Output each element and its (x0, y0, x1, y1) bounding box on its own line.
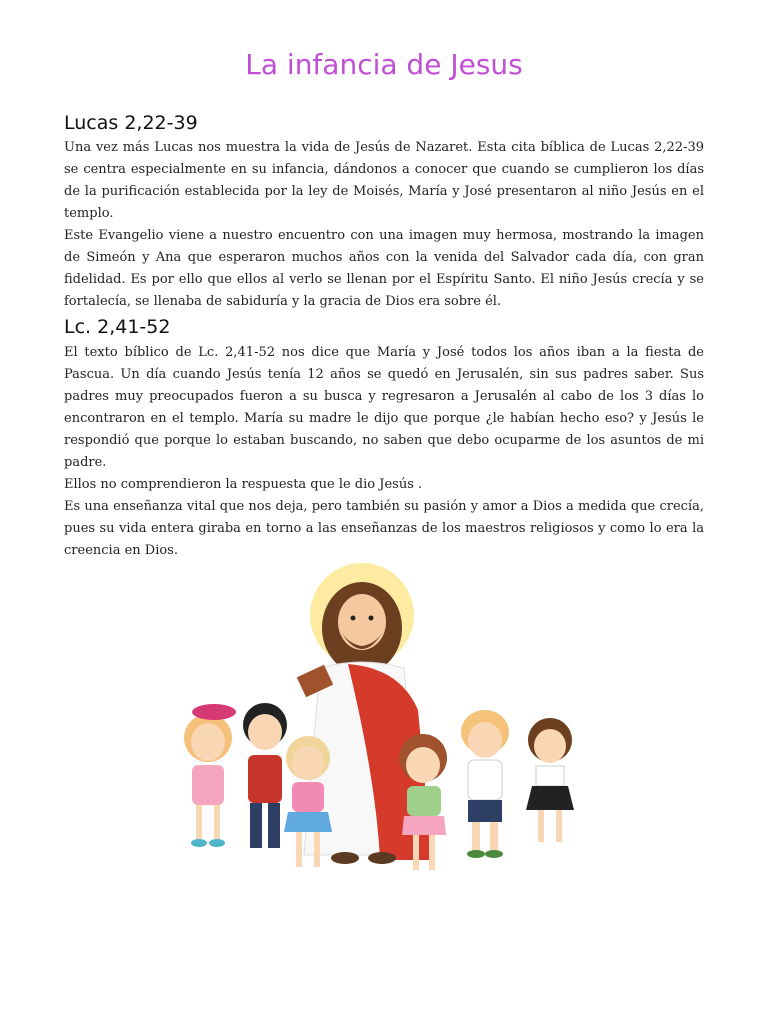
eye (369, 616, 374, 621)
paragraph: Ellos no comprendieron la respuesta que le dio Jesús . (64, 477, 423, 492)
child-girl-black-dress (526, 718, 574, 842)
section-body-lc (64, 342, 704, 562)
jesus-with-children-illustration (170, 560, 600, 890)
child-boy-red-vest (243, 703, 287, 848)
section-body-lucas (64, 137, 704, 313)
page-title: La infancia de Jesus (245, 48, 523, 81)
child-girl-pink-hat (184, 704, 236, 847)
paragraph: Una vez más Lucas nos muestra la vida de Jesús de Nazaret. Esta cita bíblica de Lucas 2,22-39 se centra especialmente en su infancia, dándonos a conocer que cuando se cumplieron los días de la purificación establecida por la ley de Moisés, María y José presentaron al niño Jesús en el templo. (64, 140, 704, 221)
paragraph: Este Evangelio viene a nuestro encuentro con una imagen muy hermosa, mostrando la imagen de Simeón y Ana que esperaron muchos años con la venida del Salvador cada día, con gran fidelidad. Es por ello que ellos al verlo se llenan por el Espíritu Santo. El niño Jesús crecía y se fortalecía, se llenaba de sabiduría y la gracia de Dios era sobre él. (64, 228, 704, 309)
jesus-face (338, 594, 386, 650)
section-heading-lc: Lc. 2,41-52 (64, 316, 171, 338)
child-boy-suspenders (461, 710, 509, 858)
sandal (331, 852, 359, 864)
eye (351, 616, 356, 621)
paragraph: Es una enseñanza vital que nos deja, pero también su pasión y amor a Dios a medida que crecía, pues su vida entera giraba en torno a las enseñanzas de los maestros religiosos y como lo era la creencia en Dios. (64, 499, 704, 558)
paragraph: El texto bíblico de Lc. 2,41-52 nos dice que María y José todos los años iban a la fiesta de Pascua. Un día cuando Jesús tenía 12 años se quedó en Jerusalén, sin sus padres saber. Sus padres muy preocupados fueron a su busca y regresaron a Jerusalén al cabo de los 3 días lo encontraron en el templo. María su madre le dijo que porque ¿le habían hecho eso? y Jesús le respondió que porque lo estaban buscando, no saben que debo ocuparme de los asuntos de mi padre. (64, 345, 704, 470)
section-heading-lucas: Lucas 2,22-39 (64, 112, 198, 134)
sandal (368, 852, 396, 864)
